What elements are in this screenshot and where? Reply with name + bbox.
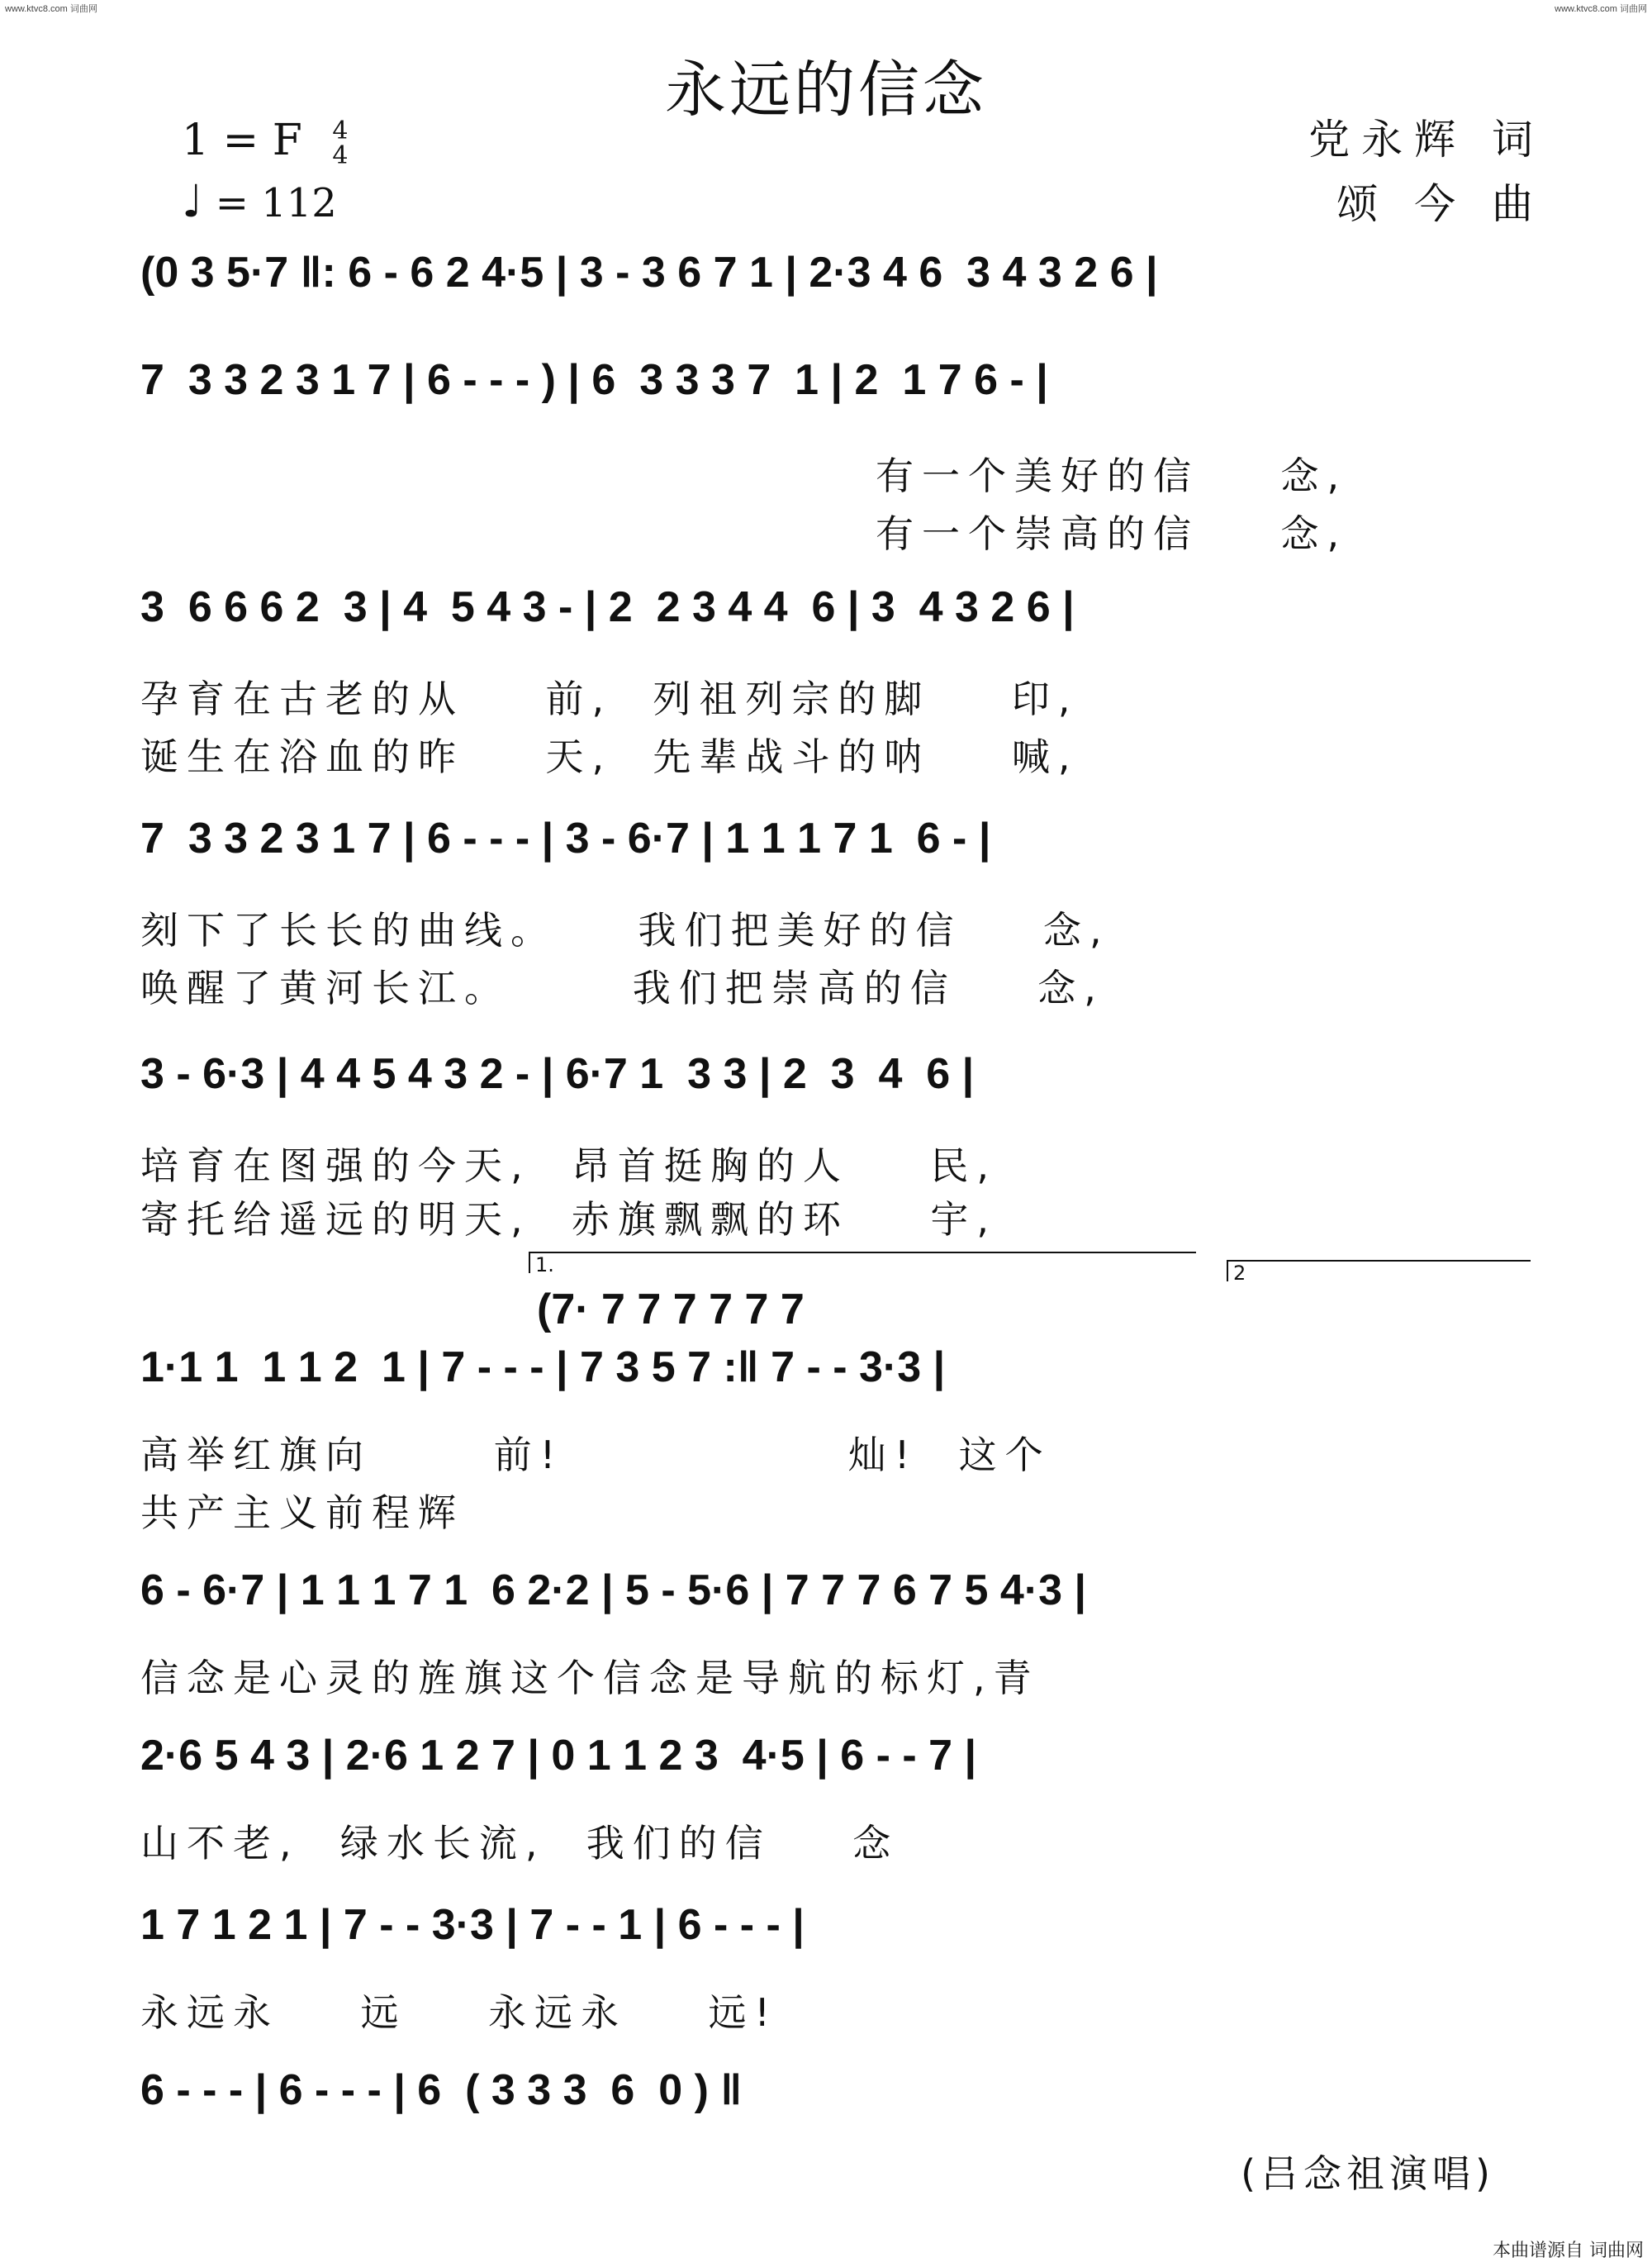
credits [1308,107,1545,236]
volta-1-bracket [529,1252,1196,1276]
watermark-top-left: www.ktvc8.com 词曲网 [5,4,97,14]
volta-alternate-notes [537,1285,950,1334]
notation-line: (7· 7 7 7 7 7 7 [537,1286,805,1333]
tempo-marking [182,175,337,227]
notation-line: 1·1 1 1 1 2 1 | 7 - - - | 7 3 5 7 :‖ 7 - - 3·3 | [140,1343,946,1391]
song-title: 永远的信念 [665,55,987,126]
lyric-line-6-verse-1: 高举红旗向 前! 灿! 这个 [140,1433,1051,1477]
notation-system-7 [140,1566,1536,1615]
lyric-line-8: 山不老, 绿水长流, 我们的信 念 [140,1821,900,1865]
lyric-line-5-verse-2: 寄托给遥远的明天, 赤旗飘飘的环 宇, [140,1197,997,1242]
notation-system-6 [140,1343,1536,1392]
quarter-note-icon: ♩ [182,175,203,227]
lyric-line-3-verse-1: 孕育在古老的从 前, 列祖列宗的脚 印, [140,677,1079,721]
meter-bottom: 4 [332,140,349,170]
notation-line: (0 3 5·7 ‖: 6 - 6 2 4·5 | 3 - 3 6 7 1 | 2·3 4 6 3 4 3 2 6 | [140,249,1158,297]
composer: 颂 今 曲 [1336,180,1545,228]
lyric-line-4-verse-2: 唤醒了黄河长江。 我们把崇高的信 念, [140,966,1104,1010]
lyric-line-9: 永远永 远 永远永 远! [140,1990,778,2035]
volta-1-label: 1. [535,1253,554,1276]
notation-system-8 [140,1731,1536,1780]
watermark-top-right: www.ktvc8.com 词曲网 [1555,4,1647,14]
notation-line: 2·6 5 4 3 | 2·6 1 2 7 | 0 1 1 2 3 4·5 | 6 - - 7 | [140,1732,977,1780]
key-signature [182,116,348,169]
lyric-line-7: 信念是心灵的旌旗这个信念是导航的标灯,青 [140,1656,1040,1700]
notation-line: 7 3 3 2 3 1 7 | 6 - - - | 3 - 6·7 | 1 1 1 7 1 6 - | [140,815,991,863]
volta-2-label: 2 [1233,1262,1246,1285]
lyric-line-2-verse-1: 有一个美好的信 念, [876,454,1348,498]
notation-system-2 [140,355,1536,405]
notation-line: 7 3 3 2 3 1 7 | 6 - - - ) | 6 3 3 3 7 1 | 2 1 7 6 - | [140,356,1048,404]
notation-system-9 [140,1900,1536,1950]
meter-top: 4 [332,116,349,145]
notation-line: 3 - 6·3 | 4 4 5 4 3 2 - | 6·7 1 3 3 | 2 3 4 6 | [140,1050,975,1098]
lyric-line-2-verse-2: 有一个崇高的信 念, [876,511,1348,556]
lyric-line-6-verse-2: 共产主义前程辉 [140,1490,464,1535]
notation-line: 6 - 6·7 | 1 1 1 7 1 6 2·2 | 5 - 5·6 | 7 7 7 6 7 5 4·3 | [140,1566,1087,1614]
key-label: 1 = F [182,116,302,165]
performer-credit: (吕念祖演唱) [1241,2151,1495,2196]
lyricist: 党永辉 词 [1308,116,1545,164]
lyric-line-5-verse-1: 培育在图强的今天, 昂首挺胸的人 民, [140,1143,997,1188]
time-signature [332,116,349,170]
tempo-value: = 112 [215,180,337,226]
lyric-line-4-verse-1: 刻下了长长的曲线。 我们把美好的信 念, [140,908,1110,953]
watermark-bottom-right: 本曲谱源自 词曲网 [1493,2241,1644,2261]
notation-system-4 [140,814,1536,863]
notation-system-10 [140,2065,1536,2115]
notation-system-1 [140,248,1536,297]
lyric-line-3-verse-2: 诞生在浴血的昨 天, 先辈战斗的呐 喊, [140,734,1079,779]
volta-2-bracket [1227,1260,1531,1285]
notation-line: 1 7 1 2 1 | 7 - - 3·3 | 7 - - 1 | 6 - - - | [140,1901,805,1949]
notation-system-3 [140,582,1536,632]
notation-system-5 [140,1049,1536,1099]
notation-line: 6 - - - | 6 - - - | 6 ( 3 3 3 6 0 ) ‖ [140,2066,743,2114]
notation-line: 3 6 6 6 2 3 | 4 5 4 3 - | 2 2 3 4 4 6 | 3 4 3 2 6 | [140,583,1075,631]
